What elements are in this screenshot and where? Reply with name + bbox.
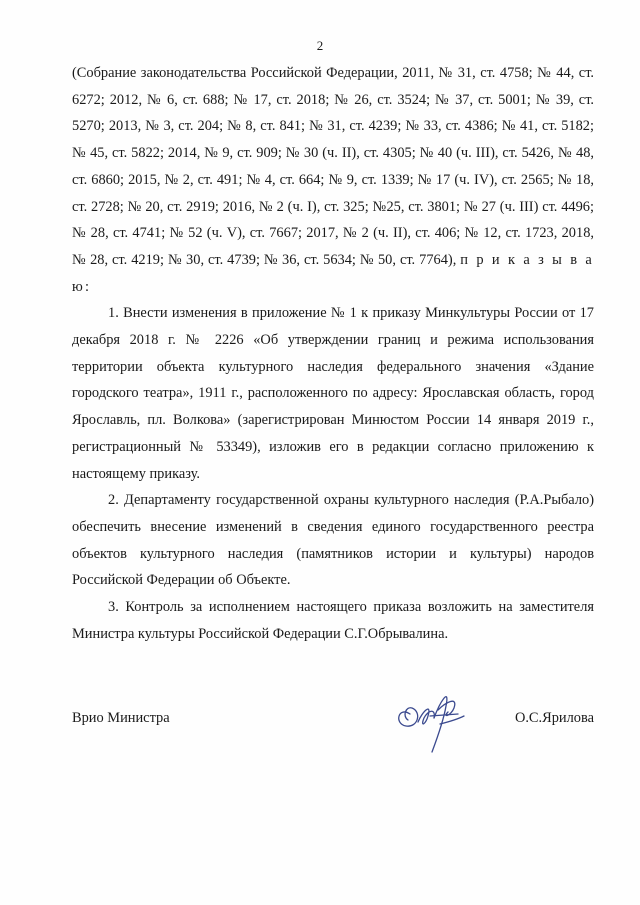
intro-paragraph xyxy=(72,60,594,300)
document-body xyxy=(72,60,594,647)
order-word: п р и к а з ы в а ю: xyxy=(72,251,594,295)
signer-name: О.С.Ярилова xyxy=(514,710,594,726)
order-item-1: 1. Внести изменения в приложение № 1 к приказу Минкультуры России от 17 декабря 2018 г. № 2226 «Об утверждении границ и режима использования территории объекта культурного наследия федерального значения «Здание городского театра», 1911 г., расположенного по адресу: Ярославская область, город Ярославль, пл. Волкова» (зарегистрирован Минюстом России 14 января 2019 г., регистрационный № 53349), изложив его в редакции согласно приложению к настоящему приказу. xyxy=(72,305,594,482)
order-item-3: 3. Контроль за исполнением настоящего приказа возложить на заместителя Министра культуры Российской Федерации С.Г.Обрывалина. xyxy=(72,599,594,642)
signer-title: Врио Министра xyxy=(72,710,170,726)
page-number: 2 xyxy=(316,38,324,53)
order-item-2: 2. Департаменту государственной охраны культурного наследия (Р.А.Рыбало) обеспечить внесение изменений в сведения единого государственного реестра объектов культурного наследия (памятников истории и культуры) народов Российской Федерации об Объекте. xyxy=(72,492,594,589)
handwritten-signature xyxy=(388,672,488,762)
legislation-references: (Собрание законодательства Российской Федерации, 2011, № 31, ст. 4758; № 44, ст. 6272; 2012, № 6, ст. 688; № 17, ст. 2018; № 26, ст. 3524; № 37, ст. 5001; № 39, ст. 5270; 2013, № 3, ст. 204; № 8, ст. 841; № 31, ст. 4239; № 33, ст. 4386; № 41, ст. 5182; № 45, ст. 5822; 2014, № 9, ст. 909; № 30 (ч. II), ст. 4305; № 40 (ч. III), ст. 5426, № 48, ст. 6860; 2015, № 2, ст. 491; № 4, ст. 664; № 9, ст. 1339; № 17 (ч. IV), ст. 2565; № 18, ст. 2728; № 20, ст. 2919; 2016, № 2 (ч. I), ст. 325; №25, ст. 3801; № 27 (ч. III) ст. 4496; № 28, ст. 4741; № 52 (ч. V), ст. 7667; 2017, № 2 (ч. II), ст. 406; № 12, ст. 1723, 2018, № 28, ст. 4219; № 30, ст. 4739; № 36, ст. 5634; № 50, ст. 7764), xyxy=(72,65,594,268)
